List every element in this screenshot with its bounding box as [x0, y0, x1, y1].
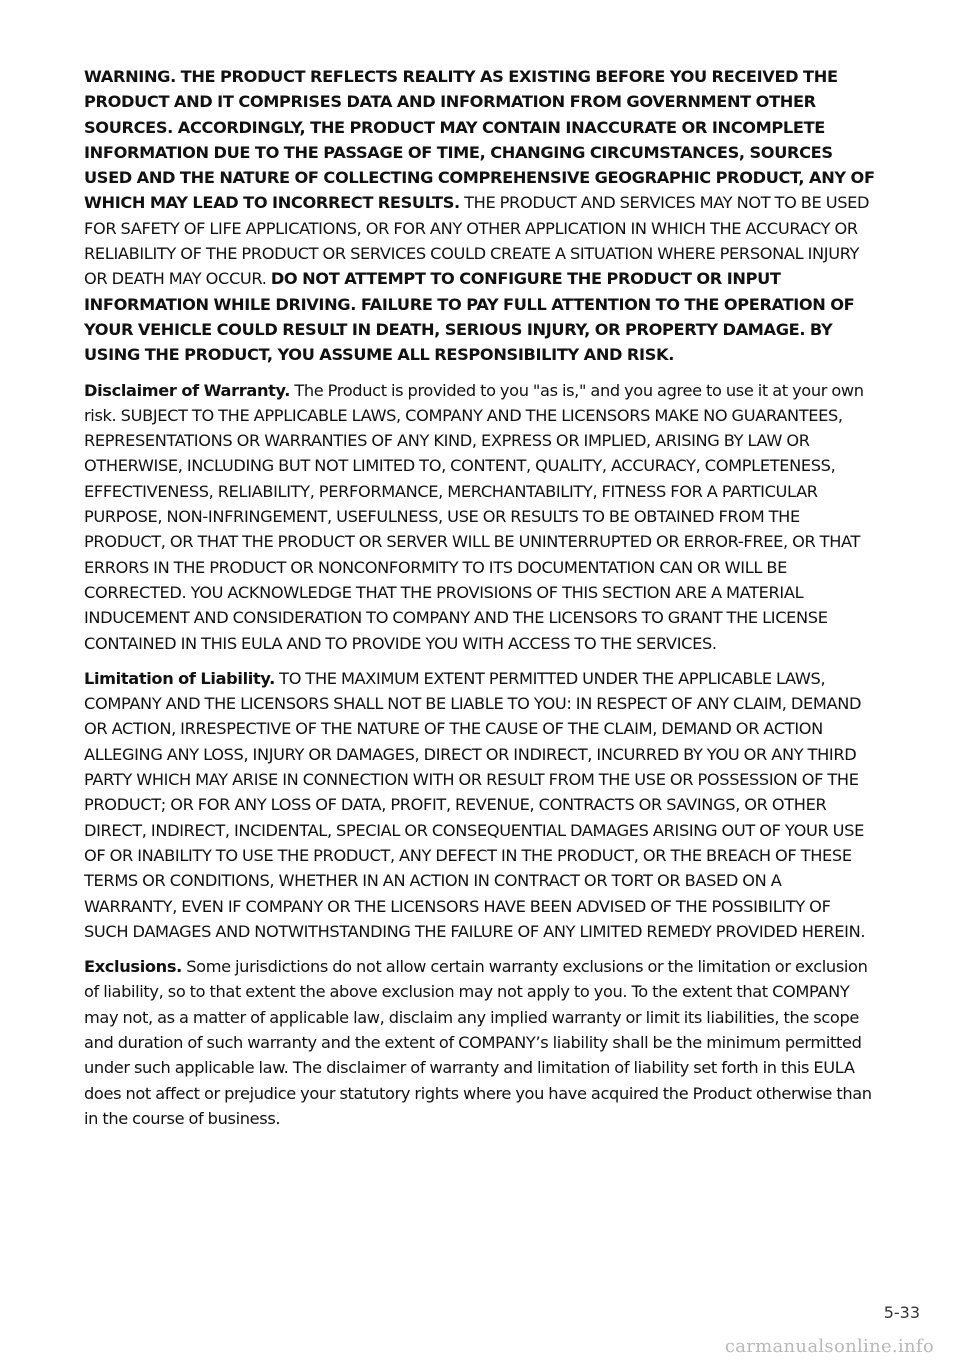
disclaimer-of-warranty-paragraph [84, 378, 876, 656]
warning-driving-bold-text: DO NOT ATTEMPT TO CONFIGURE THE PRODUCT OR INPUT INFORMATION WHILE DRIVING. FAILURE TO PAY FULL ATTENTION TO THE OPERATION OF YOUR VEHICLE COULD RESULT IN DEATH, SERIOUS INJURY, OR PROPERTY DAMAGE. BY USING THE PRODUCT, YOU ASSUME ALL RESPONSIBILITY AND RISK. [84, 269, 855, 365]
warning-paragraph [84, 64, 876, 368]
disclaimer-heading: Disclaimer of Warranty. [84, 380, 291, 400]
warning-bold-text: WARNING. THE PRODUCT REFLECTS REALITY AS EXISTING BEFORE YOU RECEIVED THE PRODUCT AND IT COMPRISES DATA AND INFORMATION FROM GOVERNMENT OTHER SOURCES. ACCORDINGLY, THE PRODUCT MAY CONTAIN INACCURATE OR INCOMPLETE INFORMATION DUE TO THE PASSAGE OF TIME, CHANGING CIRCUMSTANCES, SOURCES USED AND THE NATURE OF COLLECTING COMPREHENSIVE GEOGRAPHIC PRODUCT, ANY OF WHICH MAY LEAD TO INCORRECT RESULTS. [84, 67, 875, 213]
document-body [84, 64, 876, 1141]
exclusions-text: Some jurisdictions do not allow certain warranty exclusions or the limitation or exclusion of liability, so to that extent the above exclusion may not apply to you. To the extent that COMPANY may not, as a matter of applicable law, disclaim any implied warranty or limit its liabilities, the scope and duration of such warranty and the extent of COMPANY’s liability shall be the minimum permitted under such applicable law. The disclaimer of warranty and limitation of liability set forth in this EULA does not affect or prejudice your statutory rights where you have acquired the Product otherwise than in the course of business. [84, 957, 872, 1128]
page-number: 5-33 [883, 1303, 920, 1322]
limitation-of-liability-paragraph [84, 666, 876, 944]
disclaimer-text: The Product is provided to you "as is," and you agree to use it at your own risk. SUBJECT TO THE APPLICABLE LAWS, COMPANY AND THE LICENSORS MAKE NO GUARANTEES, REPRESENTATIONS OR WARRANTIES OF ANY KIND, EXPRESS OR IMPLIED, ARISING BY LAW OR OTHERWISE, INCLUDING BUT NOT LIMITED TO, CONTENT, QUALITY, ACCURACY, COMPLETENESS, EFFECTIVENESS, RELIABILITY, PERFORMANCE, MERCHANTABILITY, FITNESS FOR A PARTICULAR PURPOSE, NON-INFRINGEMENT, USEFULNESS, USE OR RESULTS TO BE OBTAINED FROM THE PRODUCT, OR THAT THE PRODUCT OR SERVER WILL BE UNINTERRUPTED OR ERROR-FREE, OR THAT ERRORS IN THE PRODUCT OR NONCONFORMITY TO ITS DOCUMENTATION CAN OR WILL BE CORRECTED. YOU ACKNOWLEDGE THAT THE PROVISIONS OF THIS SECTION ARE A MATERIAL INDUCEMENT AND CONSIDERATION TO COMPANY AND THE LICENSORS TO GRANT THE LICENSE CONTAINED IN THIS EULA AND TO PROVIDE YOU WITH ACCESS TO THE SERVICES. [84, 380, 864, 653]
watermark-logo: carmanualsonline.info [724, 1336, 934, 1357]
exclusions-heading: Exclusions. [84, 957, 182, 977]
exclusions-paragraph [84, 954, 876, 1131]
limitation-text: TO THE MAXIMUM EXTENT PERMITTED UNDER THE APPLICABLE LAWS, COMPANY AND THE LICENSORS SHALL NOT BE LIABLE TO YOU: IN RESPECT OF ANY CLAIM, DEMAND OR ACTION, IRRESPECTIVE OF THE NATURE OF THE CAUSE OF THE CLAIM, DEMAND OR ACTION ALLEGING ANY LOSS, INJURY OR DAMAGES, DIRECT OR INDIRECT, INCURRED BY YOU OR ANY THIRD PARTY WHICH MAY ARISE IN CONNECTION WITH OR RESULT FROM THE USE OR POSSESSION OF THE PRODUCT; OR FOR ANY LOSS OF DATA, PROFIT, REVENUE, CONTRACTS OR SAVINGS, OR OTHER DIRECT, INDIRECT, INCIDENTAL, SPECIAL OR CONSEQUENTIAL DAMAGES ARISING OUT OF YOUR USE OF OR INABILITY TO USE THE PRODUCT, ANY DEFECT IN THE PRODUCT, OR THE BREACH OF THESE TERMS OR CONDITIONS, WHETHER IN AN ACTION IN CONTRACT OR TORT OR BASED ON A WARRANTY, EVEN IF COMPANY OR THE LICENSORS HAVE BEEN ADVISED OF THE POSSIBILITY OF SUCH DAMAGES AND NOTWITHSTANDING THE FAILURE OF ANY LIMITED REMEDY PROVIDED HEREIN. [84, 668, 866, 941]
limitation-heading: Limitation of Liability. [84, 668, 275, 688]
warning-regular-text: THE PRODUCT AND SERVICES MAY NOT TO BE USED FOR SAFETY OF LIFE APPLICATIONS, OR FOR ANY OTHER APPLICATION IN WHICH THE ACCURACY OR RELIABILITY OF THE PRODUCT OR SERVICES COULD CREATE A SITUATION WHERE PERSONAL INJURY OR DEATH MAY OCCUR. [84, 193, 870, 289]
